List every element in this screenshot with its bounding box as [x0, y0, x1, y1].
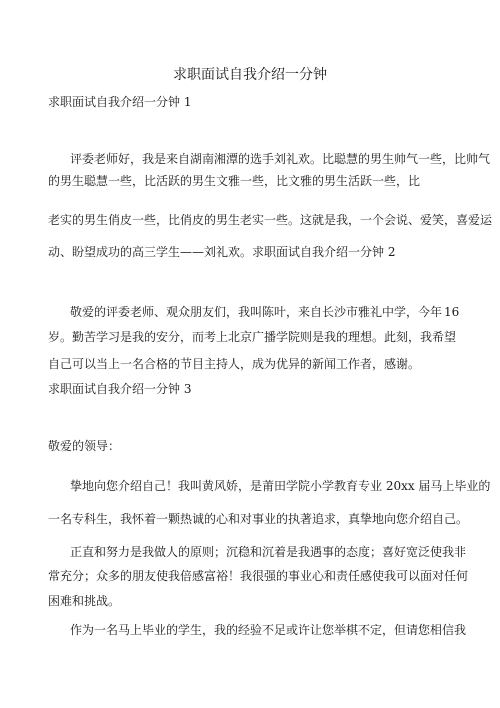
margin-note: 16 [444, 305, 460, 319]
paragraph-line: 自己可以当上一名合格的节目主持人，成为优异的新闻工作者，感谢。 [48, 357, 421, 371]
margin-note: 望 [444, 330, 457, 344]
paragraph-line: 老实的男生俏皮一些，比俏皮的男生老实一些。这就是我，一个会说、爱笑，喜爱运 [48, 213, 493, 227]
paragraph-line: 困难和挑战。 [48, 594, 121, 608]
paragraph-line: 岁。勤苦学习是我的安分，而考上北京广播学院则是我的理想。此刻，我希 [48, 330, 445, 344]
paragraph-line: 敬爱的评委老师、观众朋友们，我叫陈叶，来自长沙市雅礼中学，今年 [70, 305, 443, 319]
document-title: 求职面试自我介绍一分钟 [173, 67, 327, 83]
paragraph-line: 的男生聪慧一些，比活跃的男生文雅一些，比文雅的男生活跃一些，比 [48, 174, 421, 188]
paragraph-line: 作为一名马上毕业的学生，我的经验不足或许让您举棋不定，但请您相信我 [70, 623, 467, 637]
paragraph-line: 一名专科生，我怀着一颗热诚的心和对事业的执著追求，真挚地向您介绍自己。 [48, 512, 469, 526]
greeting-line: 敬爱的领导： [48, 439, 121, 453]
paragraph-line: 常充分；众多的朋友使我倍感富裕！我很强的事业心和责任感使我可以面对任何 [48, 569, 469, 583]
paragraph-line: 正直和努力是我做人的原则；沉稳和沉着是我遇事的态度；喜好宽泛使我非 [70, 545, 467, 559]
section-3-heading: 求职面试自我介绍一分钟 3 [48, 382, 192, 396]
paragraph-line: 评委老师好，我是来自湖南湘潭的选手刘礼欢。比聪慧的男生帅气一些，比帅气 [70, 152, 491, 166]
paragraph-line: 挚地向您介绍自己！我叫黄风娇，是莆田学院小学教育专业 20xx 届马上毕业的 [70, 479, 491, 493]
section-1-heading: 求职面试自我介绍一分钟 1 [48, 95, 192, 109]
paragraph-line: 动、盼望成功的高三学生——刘礼欢。求职面试自我介绍一分钟 2 [48, 245, 396, 259]
